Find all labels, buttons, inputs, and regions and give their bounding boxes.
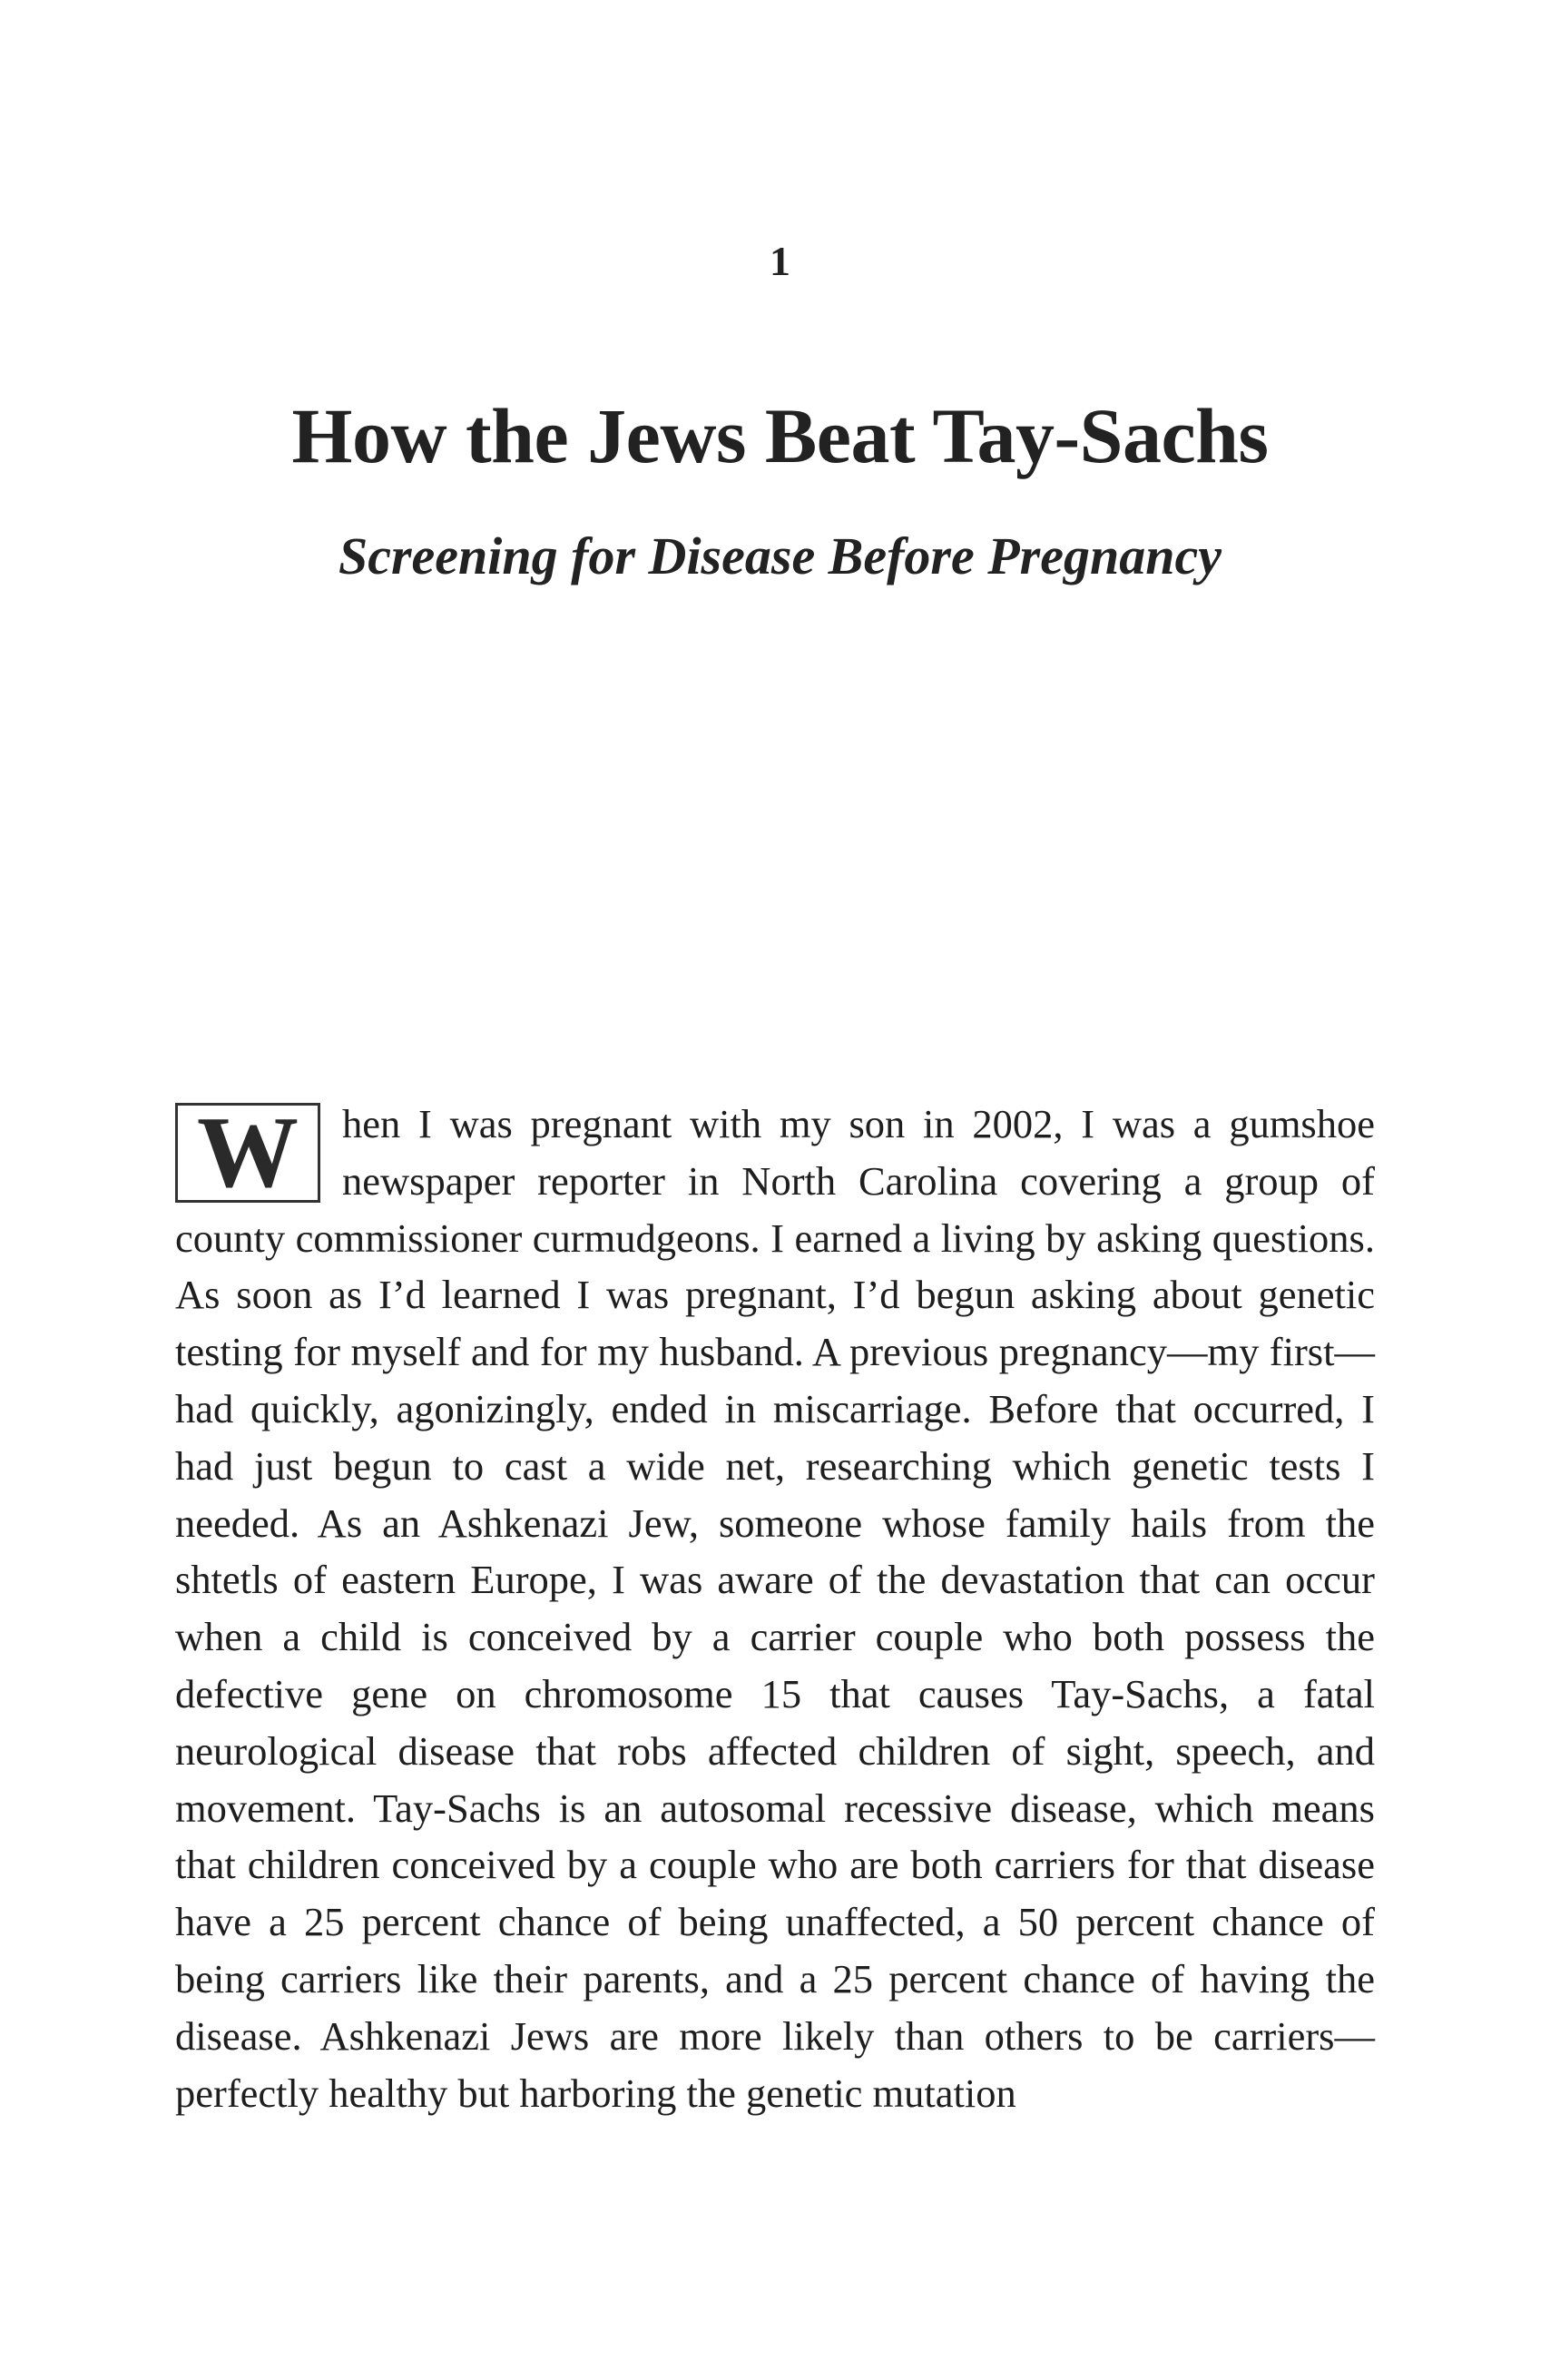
chapter-title: How the Jews Beat Tay-Sachs	[291, 392, 1269, 479]
opening-paragraph	[175, 1096, 1375, 2121]
paragraph-text: hen I was pregnant with my son in 2002, I was a gumshoe newspaper reporter in North Carolina covering a group of county commissioner curmudgeons. I earned a living by asking questions. As soon as I’d learned I was pregnant, I’d begun asking about genetic testing for myself and for my husband. A previous pregnancy—my first—had quickly, agonizingly, ended in miscarriage. Before that occurred, I had just begun to cast a wide net, researching which genetic tests I needed. As an Ashkenazi Jew, someone whose family hails from the shtetls of eastern Europe, I was aware of the devastation that can occur when a child is conceived by a carrier couple who both possess the defective gene on chromosome 15 that causes Tay-Sachs, a fatal neurological disease that robs affected children of sight, speech, and movement. Tay-Sachs is an autosomal recessive disease, which means that children conceived by a couple who are both carriers for that disease have a 25 percent chance of being unaffected, a 50 percent chance of being carriers like their parents, and a 25 percent chance of having the disease. Ashkenazi Jews are more likely than others to be carriers—perfectly healthy but harboring the genetic mutation	[175, 1101, 1375, 2116]
chapter-number: 1	[770, 238, 790, 284]
body-text	[175, 1096, 1375, 2121]
chapter-subtitle: Screening for Disease Before Pregnancy	[338, 526, 1222, 585]
drop-cap: W	[175, 1103, 320, 1203]
